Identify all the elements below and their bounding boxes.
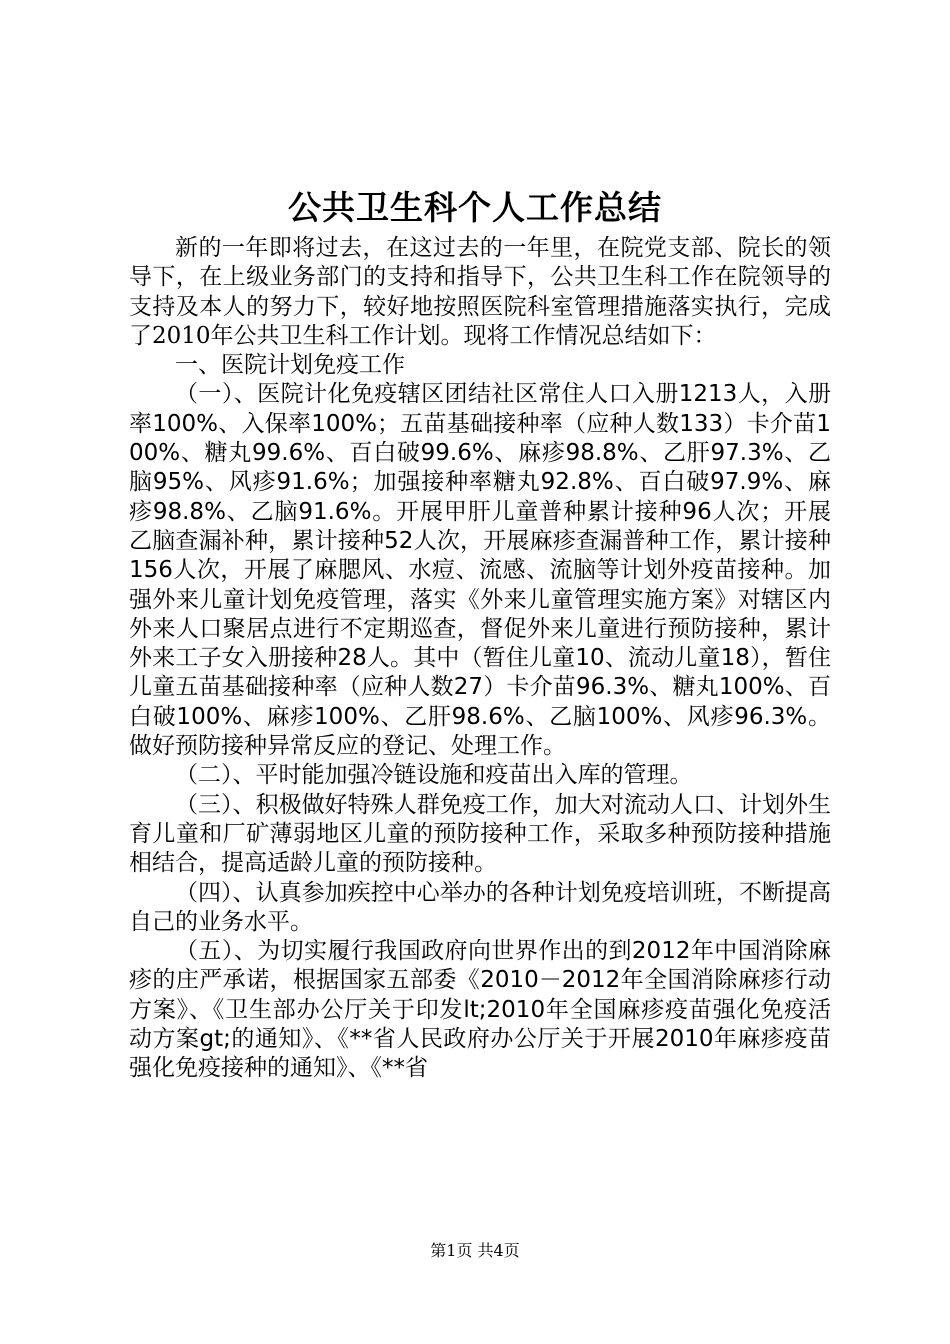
paragraph-item-4-training: （四）、认真参加疾控中心举办的各种计划免疫培训班，不断提高自己的业务水平。 (129, 879, 831, 935)
paragraph-item-3-special-groups: （三）、积极做好特殊人群免疫工作，加大对流动人口、计划外生育儿童和厂矿薄弱地区儿童的预防接种工作，采取多种预防接种措施相结合，提高适龄儿童的预防接种。 (129, 791, 831, 877)
paragraph-item-5-measles: （五）、为切实履行我国政府向世界作出的到2012年中国消除麻疹的庄严承诺，根据国家五部委《2010－2012年全国消除麻疹行动方案》、《卫生部办公厅关于印发lt;2010年全国麻疹疫苗强化免疫活动方案gt;的通知》、《**省人民政府办公厅关于开展2010年麻疹疫苗强化免疫接种的通知》、《**省 (129, 938, 831, 1082)
paragraph-item-2-cold-chain: （二）、平时能加强冷链设施和疫苗出入库的管理。 (175, 762, 693, 789)
document-body (129, 234, 831, 1084)
document-title: 公共卫生科个人工作总结 (288, 188, 662, 227)
section-heading-immunization: 一、医院计划免疫工作 (175, 352, 405, 379)
page-number-footer: 第1页 共4页 (430, 1241, 520, 1260)
paragraph-item-1-statistics: （一）、医院计化免疫辖区团结社区常住人口入册1213人，入册率100%、入保率100%；五苗基础接种率（应种人数133）卡介苗100%、糖丸99.6%、百白破99.6%、麻疹98.8%、乙肝97.3%、乙脑95%、风疹91.6%；加强接种率糖丸92.8%、百白破97.9%、麻疹98.8%、乙脑91.6%。开展甲肝儿童普种累计接种96人次；开展乙脑查漏补种，累计接种52人次，开展麻疹查漏普种工作，累计接种156人次，开展了麻腮风、水痘、流感、流脑等计划外疫苗接种。加强外来儿童计划免疫管理，落实《外来儿童管理实施方案》对辖区内外来人口聚居点进行不定期巡查，督促外来儿童进行预防接种，累计外来工子女入册接种28人。其中（暂住儿童10、流动儿童18），暂住儿童五苗基础接种率（应种人数27）卡介苗96.3%、糖丸100%、百白破100%、麻疹100%、乙肝98.6%、乙脑100%、风疹96.3%。做好预防接种异常反应的登记、处理工作。 (129, 381, 831, 760)
intro-paragraph: 新的一年即将过去，在这过去的一年里，在院党支部、院长的领导下，在上级业务部门的支持和指导下，公共卫生科工作在院领导的支持及本人的努力下，较好地按照医院科室管理措施落实执行，完成了2010年公共卫生科工作计划。现将工作情况总结如下： (129, 235, 831, 349)
